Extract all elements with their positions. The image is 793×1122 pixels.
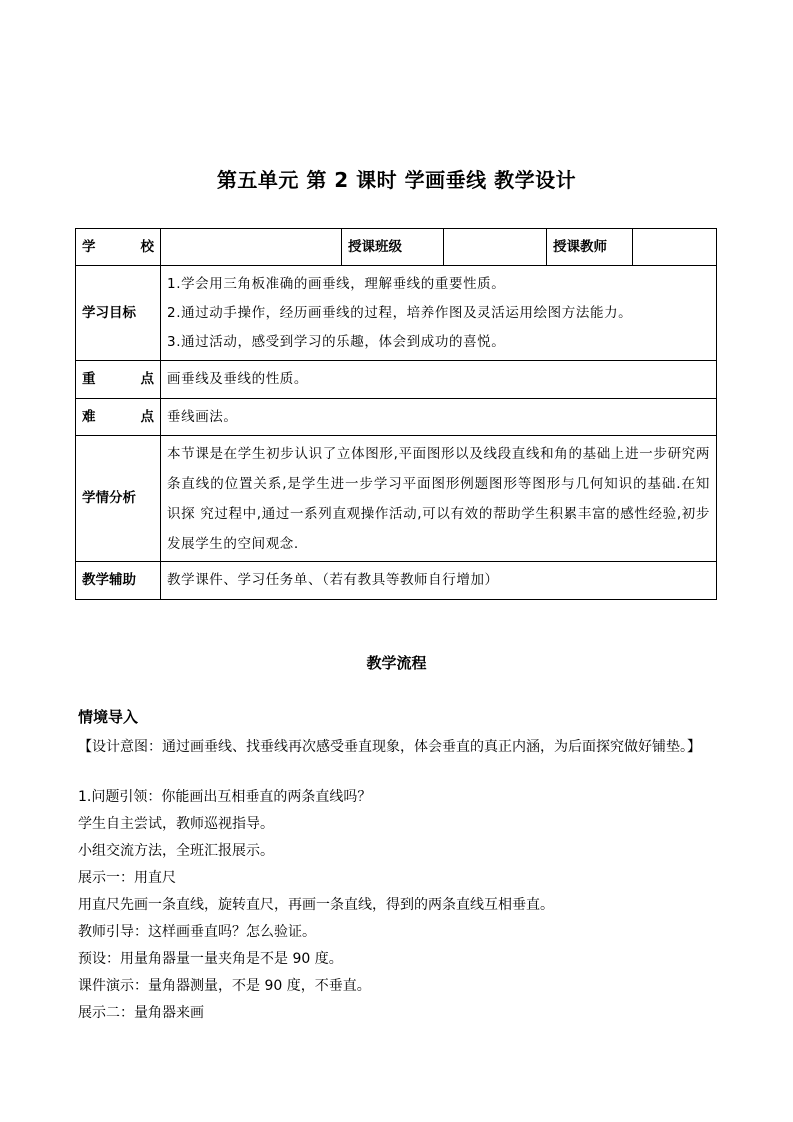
list-item: 1.问题引领：你能画出互相垂直的两条直线吗？	[78, 789, 372, 805]
list-item: 展示一：用直尺	[78, 870, 176, 886]
key-text: 画垂线及垂线的性质。	[167, 371, 308, 387]
table-row	[76, 562, 717, 600]
table-row	[76, 361, 717, 399]
list-item: 学生自主尝试，教师巡视指导。	[78, 816, 274, 832]
list-item: 用直尺先画一条直线，旋转直尺，再画一条直线，得到的两条直线互相垂直。	[78, 897, 554, 913]
school-label-cell	[76, 229, 161, 266]
goal-item: 3.通过活动，感受到学习的乐趣，体会到成功的喜悦。	[167, 333, 506, 350]
analysis-label: 学情分析	[76, 436, 161, 562]
table-row	[76, 229, 717, 266]
analysis-text: 本节课是在学生初步认识了立体图形,平面图形以及线段直线和角的基础上进一步研究两条直线的位置关系,是学生进一步学习平面图形例题图形等图形与几何知识的基础.在知识探 究过程中,通过一系列直观操作活动,可以有效的帮助学生积累丰富的感性经验,初步发展学生的空间观念.	[167, 445, 710, 552]
difficulty-value	[161, 399, 717, 436]
school-value	[161, 229, 342, 266]
aids-label: 教学辅助	[76, 562, 161, 600]
table-row	[76, 436, 717, 562]
design-intent: 【设计意图：通过画垂线、找垂线再次感受垂直现象，体会垂直的真正内涵，为后面探究做好铺垫。】	[78, 739, 701, 755]
intro-heading: 情境导入	[78, 708, 139, 726]
teacher-value	[633, 229, 717, 266]
difficulty-label: 难 点	[82, 408, 154, 425]
goals-cell	[161, 266, 717, 361]
goal-item: 2.通过动手操作，经历画垂线的过程，培养作图及灵活运用绘图方法能力。	[167, 304, 633, 321]
school-label: 学 校	[82, 238, 154, 255]
flow-title: 教学流程	[366, 654, 427, 672]
table-row	[76, 266, 717, 361]
teaching-flow-list	[78, 787, 718, 1030]
difficulty-text: 垂线画法。	[167, 408, 238, 425]
class-value	[444, 229, 547, 266]
aids-text: 教学课件、学习任务单、（若有教具等教师自行增加）	[167, 572, 499, 588]
lesson-info-table	[75, 228, 717, 600]
key-label: 重 点	[82, 371, 154, 387]
list-item: 小组交流方法，全班汇报展示。	[78, 843, 274, 859]
list-item: 预设：用量角器量一量夹角是不是 90 度。	[78, 951, 343, 967]
page-title: 第五单元 第 2 课时 学画垂线 教学设计	[216, 168, 577, 192]
aids-value	[161, 562, 717, 600]
goal-item: 1.学会用三角板准确的画垂线，理解垂线的重要性质。	[167, 275, 506, 292]
table-row	[76, 399, 717, 436]
goals-label: 学习目标	[76, 266, 161, 361]
list-item: 展示二：量角器来画	[78, 1005, 204, 1021]
list-item: 教师引导：这样画垂直吗？怎么验证。	[78, 924, 316, 940]
list-item: 课件演示：量角器测量，不是 90 度，不垂直。	[78, 978, 371, 994]
analysis-cell	[161, 436, 717, 562]
key-label-cell	[76, 361, 161, 399]
teacher-label: 授课教师	[547, 229, 633, 266]
key-value	[161, 361, 717, 399]
difficulty-label-cell	[76, 399, 161, 436]
class-label: 授课班级	[342, 229, 444, 266]
